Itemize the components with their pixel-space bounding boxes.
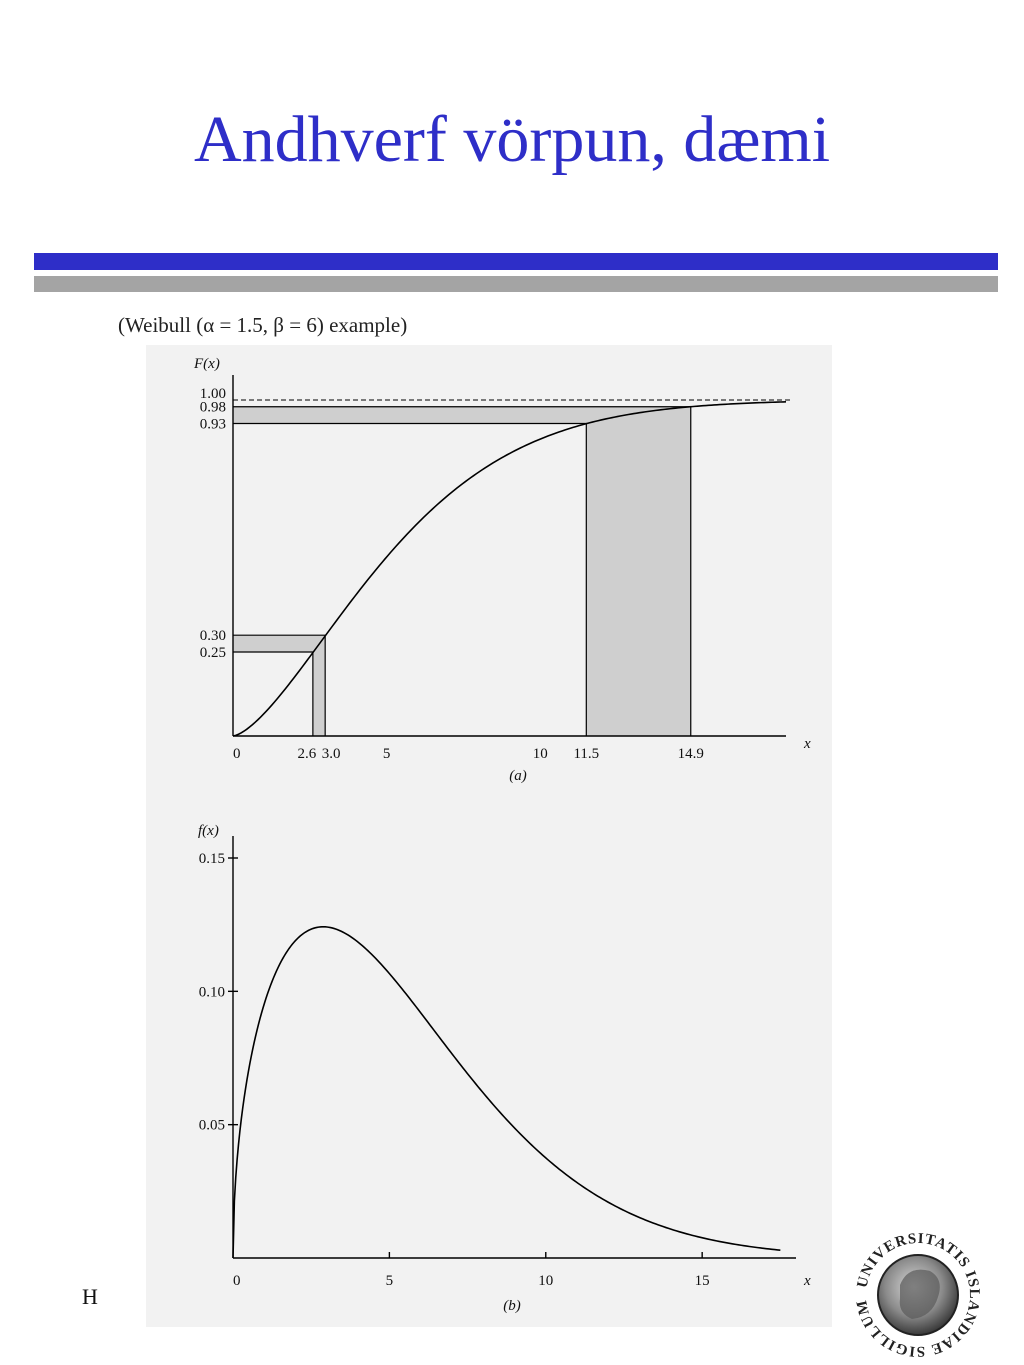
b-x-tick-0: 0 (233, 1273, 241, 1289)
university-seal-logo (848, 1225, 988, 1365)
a-y-tick-4: 1.00 (199, 386, 226, 402)
seal-lettering: UNIVERSITATIS ISLANDIAE SIGILLUM (853, 1230, 983, 1360)
b-panel-label: (b) (503, 1298, 521, 1314)
a-y-axis-label: F(x) (194, 356, 220, 372)
figure-subtitle: (Weibull (α = 1.5, β = 6) example) (118, 313, 408, 337)
b-pdf-curve (233, 927, 780, 1258)
a-y-tick-0: 0.25 (199, 645, 226, 661)
a-x-tick-0: 0 (233, 746, 241, 762)
a-band-vertical-1 (586, 407, 690, 736)
a-x-axis-label: x (804, 736, 811, 752)
footer-text-fragment: H (82, 1284, 98, 1309)
a-x-tick-1: 2.6 (297, 746, 317, 762)
weibull-figure (146, 345, 832, 1327)
weibull-charts-svg (146, 345, 832, 1327)
b-y-tick-0: 0.05 (198, 1117, 225, 1134)
slide-title: Andhverf vörpun, dæmi (193, 103, 831, 176)
b-y-tick-1: 0.10 (198, 984, 225, 1001)
b-x-axis-label: x (804, 1273, 811, 1289)
a-x-tick-2: 3.0 (321, 746, 341, 762)
b-y-tick-2: 0.15 (198, 851, 225, 867)
a-x-tick-6: 14.9 (677, 746, 704, 762)
a-panel-label: (a) (509, 768, 527, 784)
b-x-tick-1: 5 (385, 1273, 394, 1289)
b-x-tick-3: 15 (694, 1273, 710, 1289)
a-guide-line-0-0 (233, 652, 313, 736)
a-x-tick-3: 5 (382, 746, 391, 762)
title-rule-gray (34, 276, 998, 292)
a-y-tick-1: 0.30 (199, 628, 226, 645)
a-x-tick-5: 11.5 (573, 746, 600, 762)
a-y-tick-2: 0.93 (199, 416, 226, 433)
b-y-axis-label: f(x) (198, 823, 219, 839)
title-rule-blue (34, 253, 998, 270)
a-x-tick-4: 10 (532, 746, 548, 762)
b-x-tick-2: 10 (538, 1273, 554, 1289)
a-y-tick-3: 0.98 (199, 399, 226, 416)
a-band-horizontal-0 (233, 635, 325, 652)
